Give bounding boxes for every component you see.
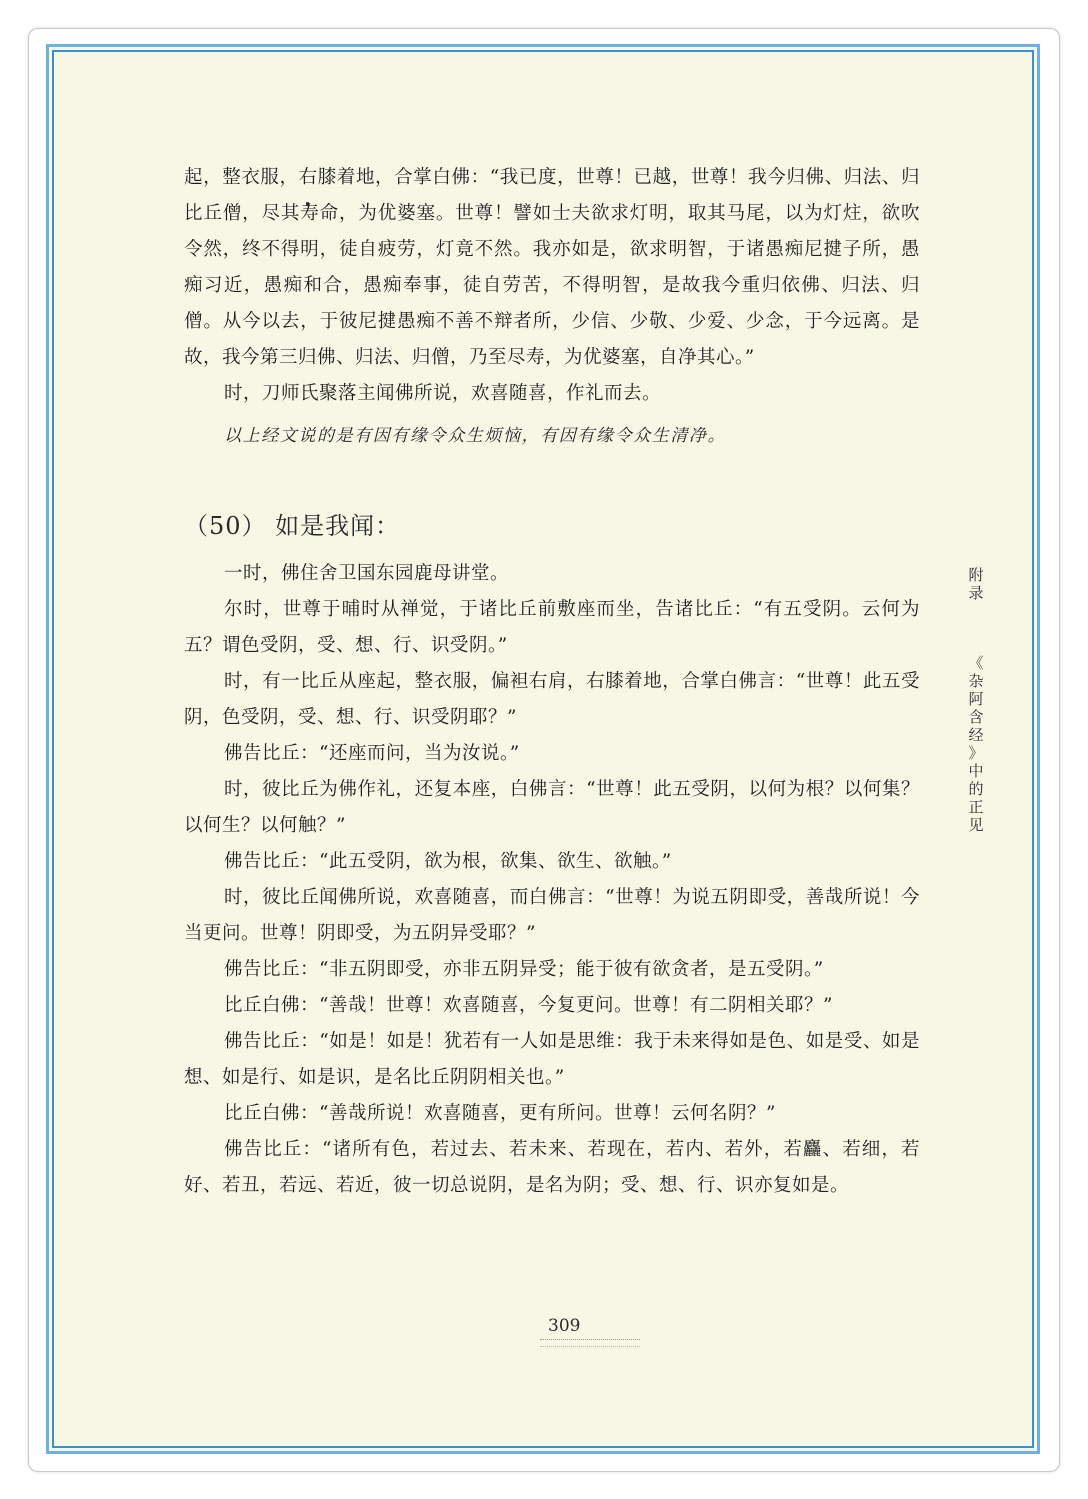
side-char: 中: [968, 762, 984, 780]
page-content: [184, 160, 920, 1204]
side-char: 含: [968, 708, 984, 726]
sutra-paragraph-8: 佛告比丘：“非五阴即受，亦非五阴异受；能于彼有欲贪者，是五受阴。”: [224, 959, 824, 980]
side-char: 经: [968, 726, 984, 744]
running-side-title: [966, 566, 986, 834]
side-char: 杂: [968, 672, 984, 690]
sutra-paragraph-9: 比丘白佛：“善哉！世尊！欢喜随喜，今复更问。世尊！有二阴相关耶？”: [224, 995, 833, 1016]
sutra-paragraph-12: 佛告比丘：“诸所有色，若过去、若未来、若现在，若内、若外，若麤、若细，若好、若丑，若远、若近，彼一切总说阴，是名为阴；受、想、行、识亦复如是。: [184, 1139, 920, 1196]
sutra-paragraph-7: 时，彼比丘闻佛所说，欢喜随喜，而白佛言：“世尊！为说五阴即受，善哉所说！今当更问。世尊！阴即受，为五阴异受耶？”: [184, 887, 920, 944]
side-char: 录: [968, 584, 984, 602]
sutra-paragraph-11: 比丘白佛：“善哉所说！欢喜随喜，更有所问。世尊！云何名阴？”: [224, 1103, 776, 1124]
side-char: 见: [968, 816, 984, 834]
sutra-paragraph-4: 佛告比丘：“还座而问，当为汝说。”: [224, 743, 520, 764]
side-char: 正: [968, 798, 984, 816]
sutra-paragraph-6: 佛告比丘：“此五受阴，欲为根，欲集、欲生、欲触。”: [224, 851, 672, 872]
page-number: 309: [548, 1316, 581, 1336]
sutra-paragraph-5: 时，彼比丘为佛作礼，还复本座，白佛言：“世尊！此五受阴，以何为根？以何集？以何生？以何触？”: [184, 779, 920, 836]
sutra-paragraph-10: 佛告比丘：“如是！如是！犹若有一人如是思维：我于未来得如是色、如是受、如是想、如是行、如是识，是名比丘阴阴相关也。”: [184, 1031, 920, 1088]
side-char: 《: [968, 654, 984, 672]
continuation-paragraph-1: 起，整衣服，右膝着地，合掌白佛：“我已度，世尊！已越，世尊！我今归佛、归法、归比丘僧，尽其寿命，为优婆塞。世尊！譬如士夫欲求灯明，取其马尾，以为灯炷，欲吹令然，终不得明，徒自疲劳，灯竟不然。我亦如是，欲求明智，于诸愚痴尼揵子所，愚痴习近，愚痴和合，愚痴奉事，徒自劳苦，不得明智，是故我今重归依佛、归法、归僧。从今以去，于彼尼揵愚痴不善不辩者所，少信、少敬、少爱、少念，于今远离。是故，我今第三归佛、归法、归僧，乃至尽寿，为优婆塞，自净其心。”: [184, 167, 920, 368]
continuation-paragraph-2: 时，刀师氏聚落主闻佛所说，欢喜随喜，作礼而去。: [224, 383, 662, 404]
section-heading: （50） 如是我闻：: [184, 512, 401, 540]
side-char: 阿: [968, 690, 984, 708]
sutra-paragraph-1: 一时，佛住舍卫国东园鹿母讲堂。: [224, 563, 510, 584]
page-number-ornament: [540, 1339, 640, 1347]
side-char: 》: [968, 744, 984, 762]
sutra-paragraph-3: 时，有一比丘从座起，整衣服，偏袒右肩，右膝着地，合掌白佛言：“世尊！此五受阴，色受阴，受、想、行、识受阴耶？”: [184, 671, 920, 728]
commentary-note: 以上经文说的是有因有缘令众生烦恼，有因有缘令众生清净。: [224, 426, 727, 446]
side-char: 附: [968, 566, 984, 584]
sutra-paragraph-2: 尔时，世尊于晡时从禅觉，于诸比丘前敷座而坐，告诸比丘：“有五受阴。云何为五？谓色受阴，受、想、行、识受阴。”: [184, 599, 920, 656]
side-char: 的: [968, 780, 984, 798]
